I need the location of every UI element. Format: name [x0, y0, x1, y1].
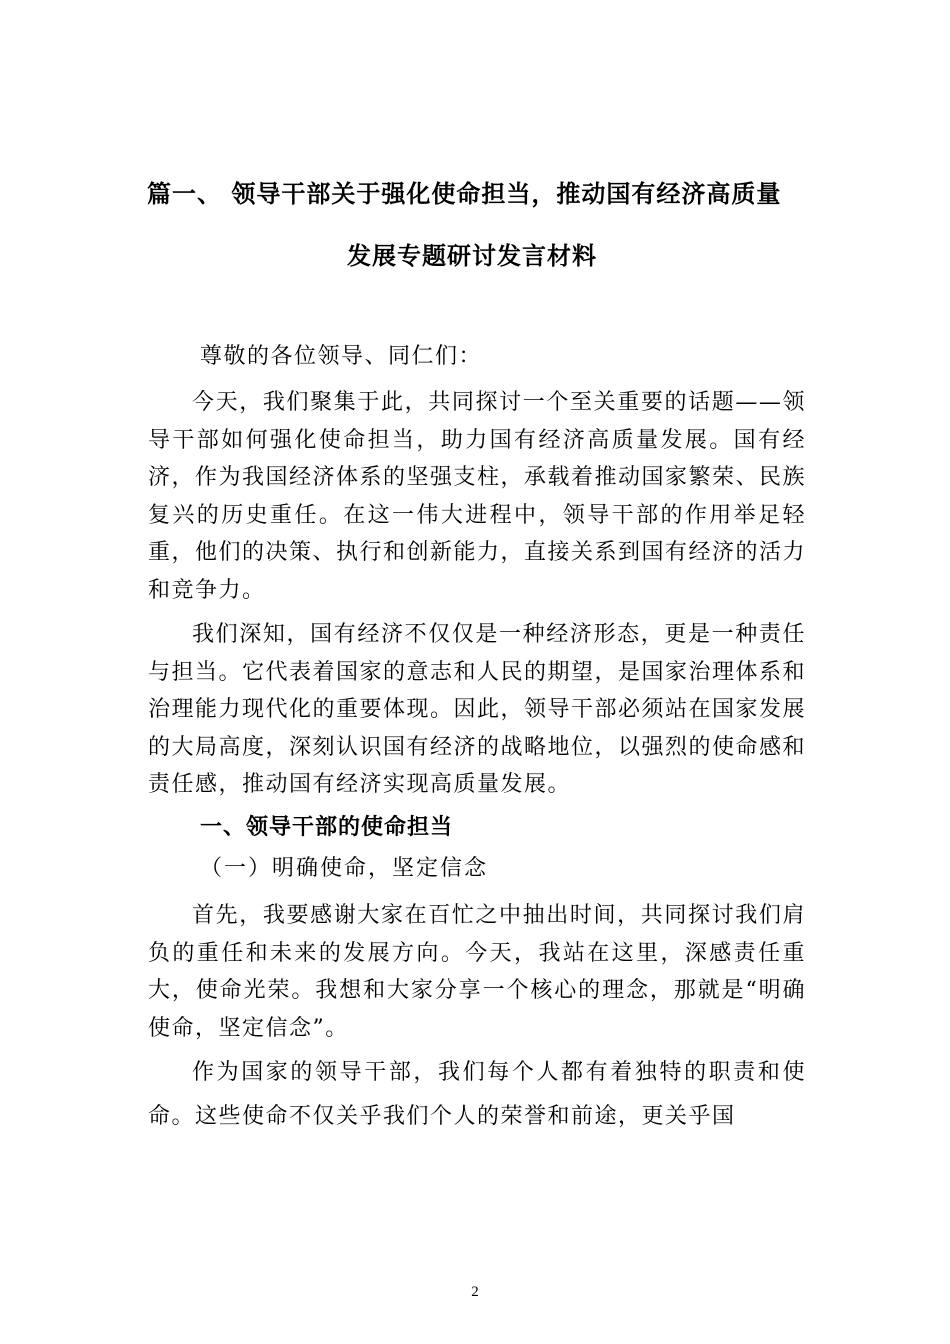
subsection-heading-1: （一）明确使命，坚定信念: [200, 856, 489, 881]
body-paragraph-4: [148, 1051, 806, 1139]
section-heading-1: 一、领导干部的使命担当: [200, 815, 454, 840]
greeting: 尊敬的各位领导、同仁们：: [200, 344, 483, 369]
document-title-line-1: 篇一、 领导干部关于强化使命担当，推动国有经济高质量: [147, 180, 782, 208]
body-paragraph-2: [148, 616, 806, 804]
body-paragraph-3: [148, 897, 806, 1047]
paragraph-text: 作为国家的领导干部，我们每个人都有着独特的职责和使命。这些使命不仅关乎我们个人的荣誉和前途，更关乎国: [148, 1060, 806, 1129]
paragraph-text: 我们深知，国有经济不仅仅是一种经济形态，更是一种责任与担当。它代表着国家的意志和人民的期望，是国家治理体系和治理能力现代化的重要体现。因此，领导干部必须站在国家发展的大局高度，深刻认识国有经济的战略地位，以强烈的使命感和责任感，推动国有经济实现高质量发展。: [148, 622, 807, 798]
paragraph-text: 今天，我们聚集于此，共同探讨一个至关重要的话题——领导干部如何强化使命担当，助力国有经济高质量发展。国有经济，作为我国经济体系的坚强支柱，承载着推动国家繁荣、民族复兴的历史重任。在这一伟大进程中，领导干部的作用举足轻重，他们的决策、执行和创新能力，直接关系到国有经济的活力和竞争力。: [148, 390, 807, 603]
document-title-line-2: 发展专题研讨发言材料: [347, 242, 597, 270]
body-paragraph-1: [148, 384, 806, 610]
paragraph-text: 首先，我要感谢大家在百忙之中抽出时间，共同探讨我们肩负的重任和未来的发展方向。今天，我站在这里，深感责任重大，使命光荣。我想和大家分享一个核心的理念，那就是“明确使命，坚定信念”。: [148, 903, 806, 1041]
page-number: 2: [471, 1284, 479, 1300]
